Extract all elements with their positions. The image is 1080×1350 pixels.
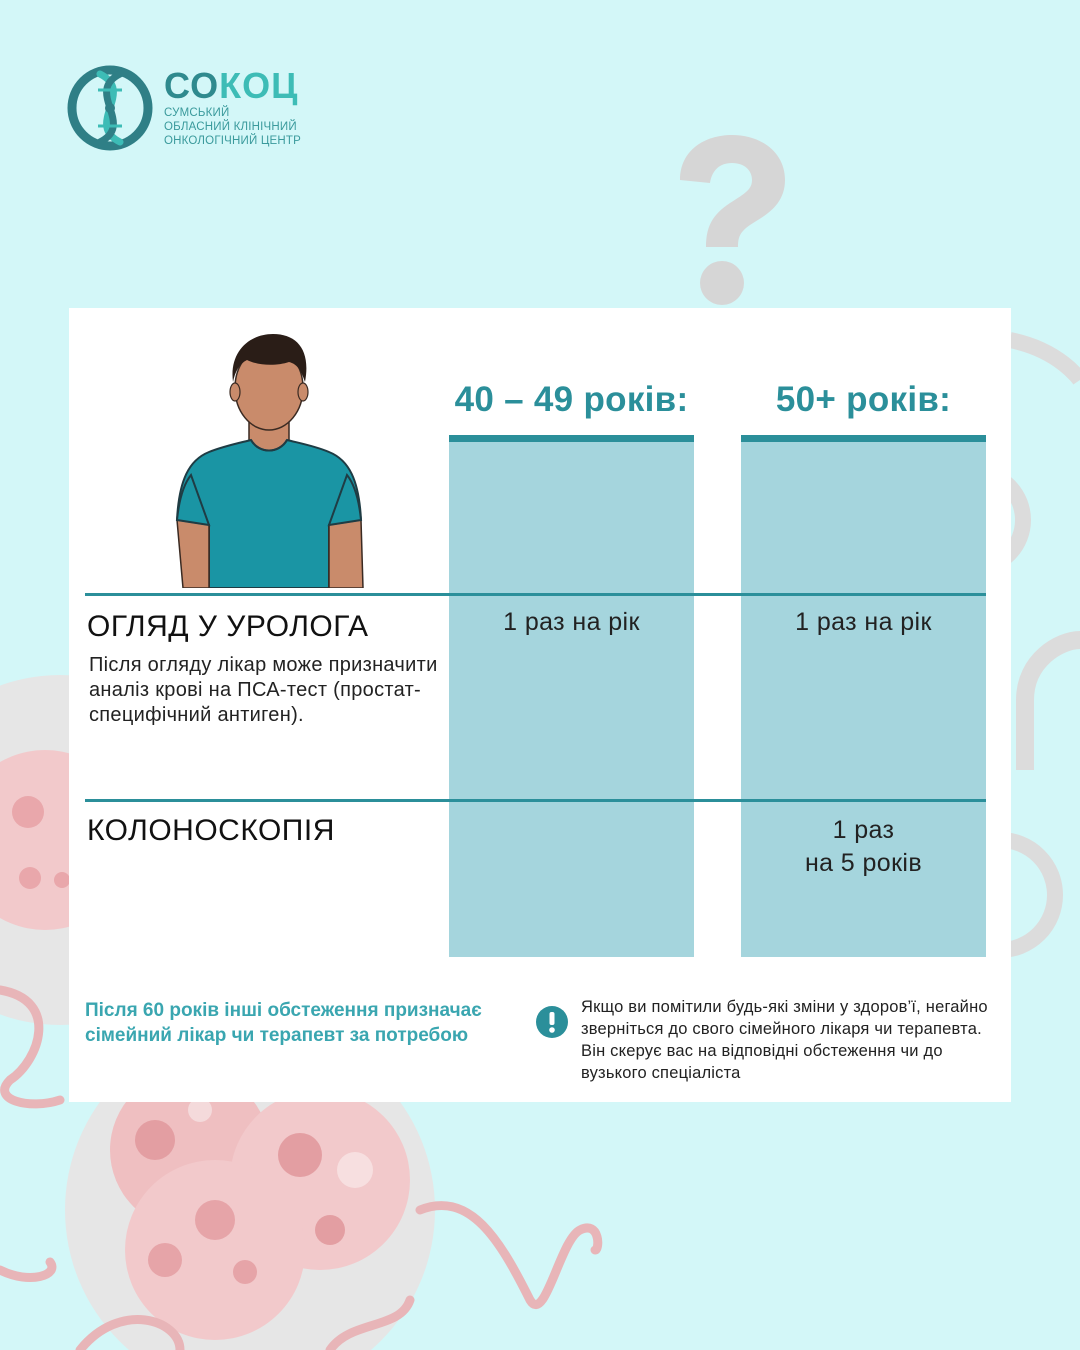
cell-urologist-40-49: 1 раз на рік xyxy=(503,608,640,636)
row-divider-2 xyxy=(85,799,986,802)
column-header-40-49: 40 – 49 років: xyxy=(454,380,689,419)
column-header-bar-50-plus xyxy=(741,435,986,442)
screening-card xyxy=(69,308,1011,1102)
exclamation-circle-icon xyxy=(536,1006,568,1038)
footnote-after-60: Після 60 років інші обстеження призначає сімейний лікар чи терапевт за потребою xyxy=(85,1000,482,1046)
footnote-health-changes: Якщо ви помітили будь-які зміни у здоров’ї, негайно зверніться до свого сімейного лікаря чи терапевта. Він скерує вас на відповідні обстеження чи до вузького спеціаліста xyxy=(581,998,988,1082)
row-title-colonoscopy: КОЛОНОСКОПІЯ xyxy=(87,814,335,847)
question-mark-icon xyxy=(670,135,790,310)
logo-subtitle-line-1: СУМСЬКИЙ xyxy=(164,107,230,119)
logo-subtitle-line-2: ОБЛАСНИЙ КЛІНІЧНИЙ xyxy=(164,121,297,133)
row-description-urologist: Після огляду лікар може призначити аналіз крові на ПСА-тест (простат-специфічний антиген). xyxy=(89,654,438,726)
cell-colonoscopy-50-plus: 1 раз на 5 років xyxy=(804,816,923,877)
column-fill-40-49 xyxy=(449,439,694,957)
man-illustration xyxy=(169,330,369,588)
column-header-bar-40-49 xyxy=(449,435,694,442)
row-divider-1 xyxy=(85,593,986,596)
logo-name: СОКОЦ xyxy=(164,65,299,106)
column-header-50-plus: 50+ років: xyxy=(775,380,952,419)
logo-subtitle-line-3: ОНКОЛОГІЧНИЙ ЦЕНТР xyxy=(164,135,302,147)
logo xyxy=(66,64,301,152)
dna-helix-icon xyxy=(66,64,154,152)
cell-urologist-50-plus: 1 раз на рік xyxy=(795,608,932,636)
row-title-urologist: ОГЛЯД У УРОЛОГА xyxy=(87,610,369,643)
